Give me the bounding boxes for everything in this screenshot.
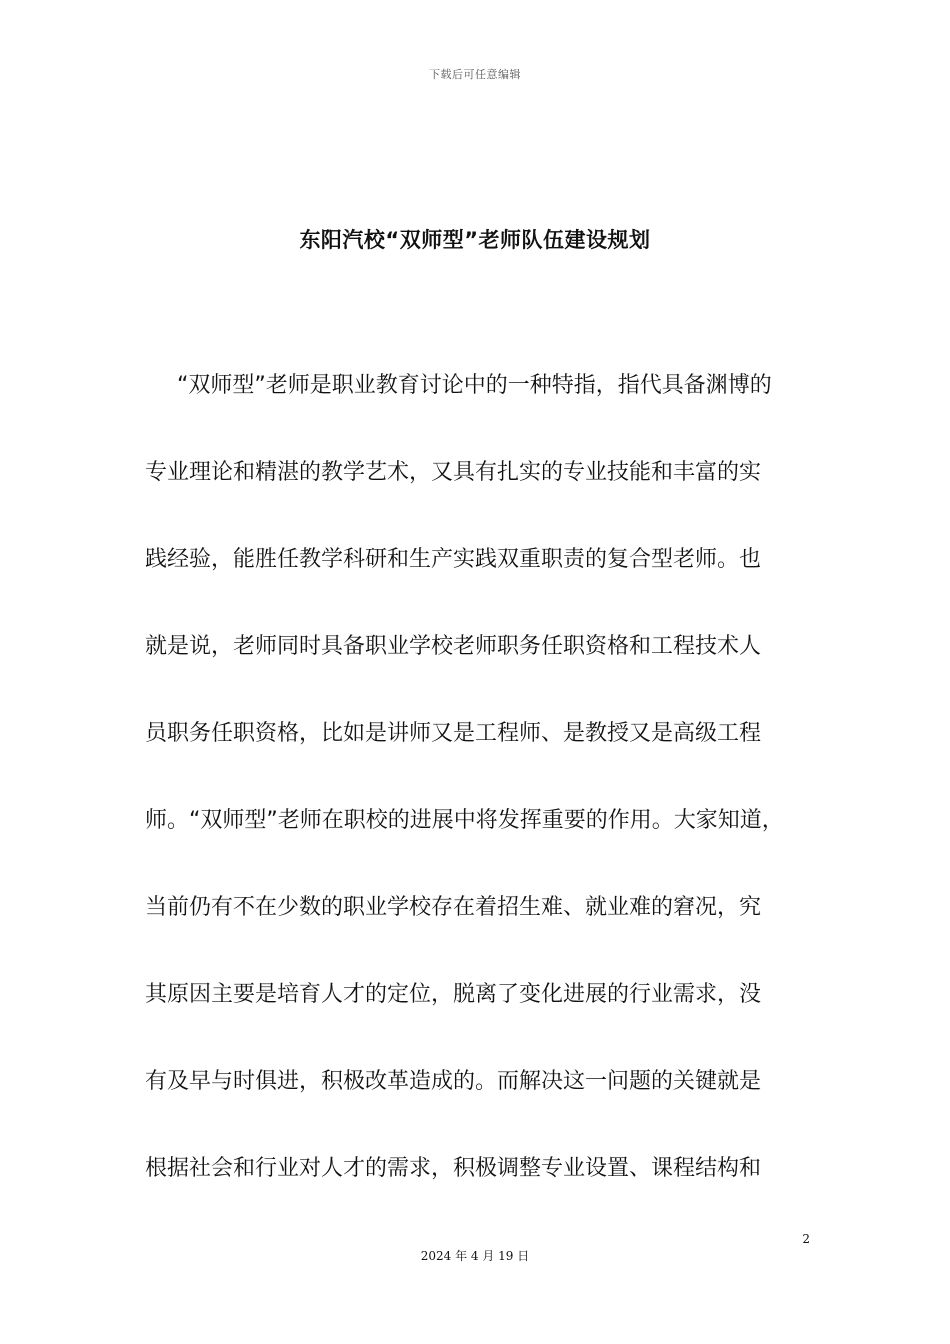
body-line: 专业理论和精湛的教学艺术，又具有扎实的专业技能和丰富的实 (145, 460, 762, 485)
body-line: 其原因主要是培育人才的定位，脱离了变化进展的行业需求，没 (145, 982, 762, 1007)
header-note: 下载后可任意编辑 (429, 68, 521, 81)
body-line: 员职务任职资格，比如是讲师又是工程师、是教授又是高级工程 (145, 721, 762, 746)
document-title: 东阳汽校“双师型”老师队伍建设规划 (299, 228, 651, 252)
body-line: 师。“双师型”老师在职校的进展中将发挥重要的作用。大家知道， (145, 808, 784, 833)
page-number: 2 (802, 1232, 810, 1246)
body-line: “双师型”老师是职业教育讨论中的一种特指，指代具备渊博的 (177, 373, 772, 398)
footer-date: 2024 年 4 月 19 日 (420, 1249, 530, 1263)
body-line: 有及早与时俱进，积极改革造成的。而解决这一问题的关键就是 (145, 1069, 762, 1094)
body-line: 就是说，老师同时具备职业学校老师职务任职资格和工程技术人 (145, 634, 762, 659)
body-line: 根据社会和行业对人才的需求，积极调整专业设置、课程结构和 (145, 1156, 762, 1181)
body-line: 当前仍有不在少数的职业学校存在着招生难、就业难的窘况，究 (145, 895, 762, 920)
body-line: 践经验，能胜任教学科研和生产实践双重职责的复合型老师。也 (145, 547, 762, 572)
